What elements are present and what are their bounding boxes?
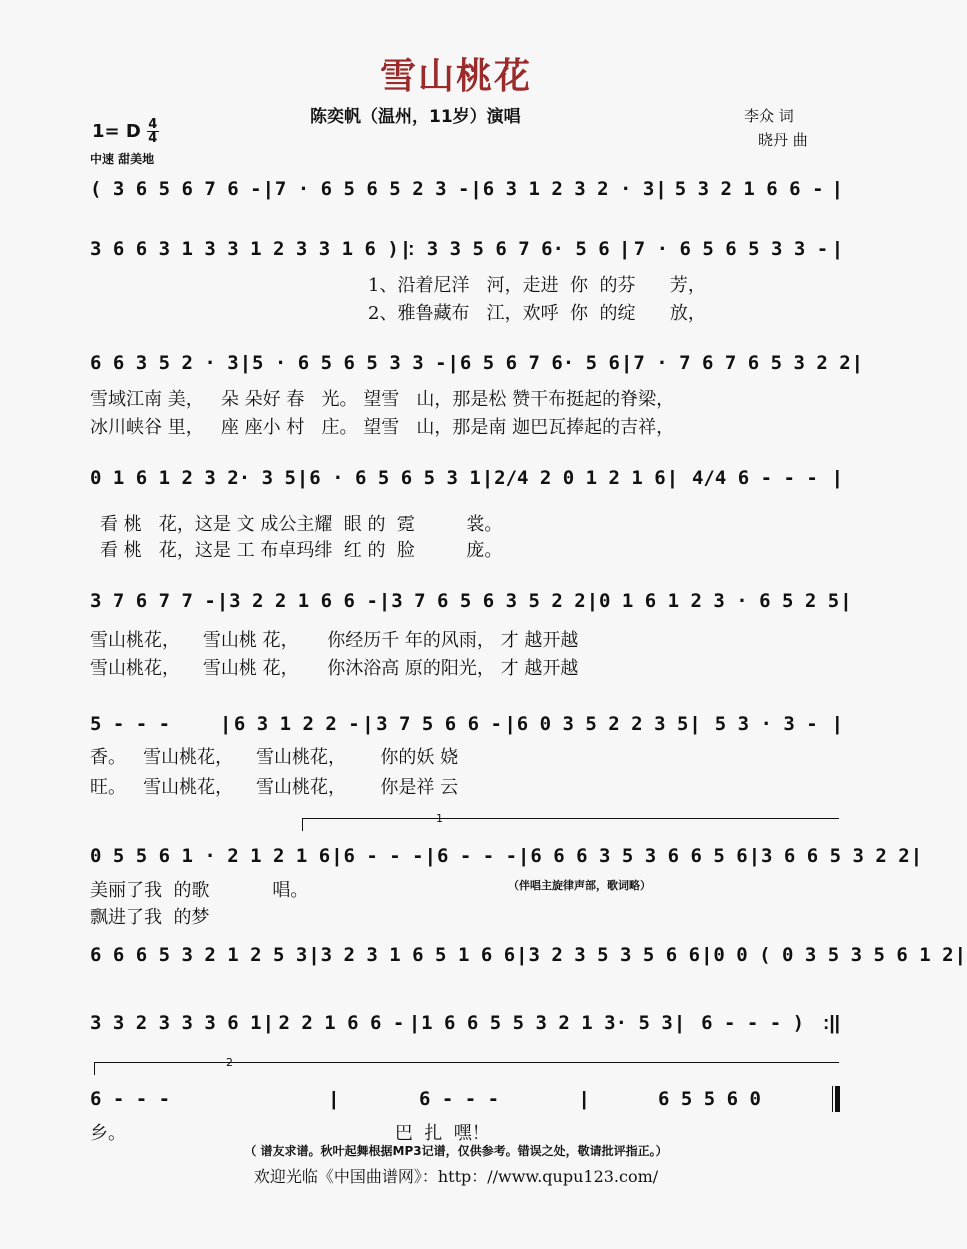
measure: 3 3 2 3 3 3 6 1 (90, 1012, 262, 1034)
final-barline (832, 1086, 840, 1112)
measure: 3 7 6 5 6 3 5 2 2 (391, 590, 586, 612)
site-footer: 欢迎光临《中国曲谱网》：http：//www.qupu123.com/ (253, 1167, 659, 1186)
measure: 2 2 1 6 6 - (278, 1012, 405, 1034)
measure: 6 · 6 5 6 5 3 1 (309, 467, 481, 489)
lyric-line: 1、沿着尼洋 河，走进 你 的芬 芳， (368, 275, 706, 296)
measure: 6 - - - (436, 845, 518, 867)
notation-row: 6 - - - | 6 - - - | 6 5 5 6 0 (90, 1088, 828, 1111)
measure: 6 6 6 3 5 3 6 6 5 6 (530, 845, 748, 867)
measure: 0 1 6 1 2 3 · 6 5 2 5 (599, 590, 840, 612)
lyricist-credit: 李众 词 (744, 107, 794, 125)
measure: 0 1 6 1 2 3 2· 3 5 (90, 467, 296, 489)
time-bottom: 4 (148, 131, 158, 146)
measure: 6 6 6 5 3 2 1 2 5 3 (90, 944, 308, 966)
measure: 0 0 ( 0 3 5 3 5 6 1 2 (713, 944, 954, 966)
measure: 0 5 5 6 1 · 2 1 2 1 6 (90, 845, 331, 867)
notation-row: 6 6 6 5 3 2 1 2 5 3 | 3 2 3 1 6 5 1 6 6 | 3 2 3 5 3 5 6 6 | 0 0 ( 0 3 5 3 5 6 1 2 | (90, 944, 963, 966)
tempo-marking: 中速 甜美地 (90, 152, 155, 166)
key-signature (92, 118, 159, 145)
measure: 3 2 3 5 3 5 6 6 (528, 944, 701, 966)
lyric-line: 雪山桃花， 雪山桃 花， 你经历千 年的风雨， 才 越开越 (90, 630, 579, 651)
measure: 6 - - - ) (701, 1012, 805, 1034)
lyric-line: 2、雅鲁藏布 江，欢呼 你 的绽 放， (368, 303, 706, 324)
composer-credit: 晓丹 曲 (758, 131, 808, 149)
second-ending-label: 2 (226, 1056, 233, 1069)
measure: 3 2 2 1 6 6 - (229, 590, 378, 612)
transcription-note: （ 谱友求谱。秋叶起舞根据MP3记谱，仅供参考。错误之处，敬请批评指正。） (244, 1144, 668, 1158)
measure: 5 · 6 5 6 5 3 3 - (252, 352, 447, 374)
lyric-line: 冰川峡谷 里， 座 座小 村 庄。 望雪 山，那是南 迦巴瓦捧起的吉祥， (90, 417, 675, 438)
lyric-line: 看 桃 花，这是 工 布卓玛绯 红 的 脸 庞。 (100, 540, 503, 561)
measure: 7 · 7 6 7 6 5 3 2 2 (633, 352, 851, 374)
first-ending-label: 1 (436, 812, 443, 825)
notation-row: 3 7 6 7 7 - | 3 2 2 1 6 6 - | 3 7 6 5 6 3 5 2 2 | 0 1 6 1 2 3 · 6 5 2 5 | (90, 590, 849, 612)
notation-row: 0 5 5 6 1 · 2 1 2 1 6 | 6 - - - | 6 - - - | 6 6 6 3 5 3 6 6 5 6 | 3 6 6 5 3 2 2 | (90, 845, 920, 867)
song-title: 雪山桃花 (379, 56, 532, 97)
lyric-line: 美丽了我 的歌 唱。 (90, 880, 309, 901)
measure: 3 7 5 6 6 - (376, 713, 502, 735)
notation-row: ( 3 6 5 6 7 6 - | 7 · 6 5 6 5 2 3 - | 6 3 1 2 3 2 · 3 | 5 3 2 1 6 6 - | (90, 178, 840, 200)
lyric-line: 香。 雪山桃花， 雪山桃花， 你的妖 娆 (90, 747, 459, 768)
measure: 5 3 · 3 - (714, 713, 818, 735)
measure: ( 3 6 5 6 7 6 - (90, 178, 262, 200)
measure: 6 - - - (418, 1088, 500, 1110)
measure: 7 · 6 5 6 5 2 3 - (274, 178, 470, 200)
lyric-line: 旺。 雪山桃花， 雪山桃花， 你是祥 云 (90, 777, 459, 798)
measure: 4/4 6 - - - (691, 467, 818, 489)
measure: 6 5 6 7 6· 5 6 (459, 352, 620, 374)
measure: 2/4 2 0 1 2 1 6 (494, 467, 666, 489)
second-ending-bracket (94, 1062, 839, 1075)
measure: 3 2 3 1 6 5 1 6 6 (320, 944, 516, 966)
lyric-line: 飘进了我 的梦 (90, 907, 210, 928)
notation-row: 3 6 6 3 1 3 3 1 2 3 3 1 6 ) |: 3 3 5 6 7 6· 5 6 | 7 · 6 5 6 5 3 3 - | (90, 238, 841, 260)
notation-row: 0 1 6 1 2 3 2· 3 5 | 6 · 6 5 6 5 3 1 | 2/4 2 0 1 2 1 6 | 4/4 6 - - - | (90, 467, 840, 489)
accompaniment-note: （伴唱主旋律声部，歌词略） (508, 879, 651, 892)
measure: 3 7 6 7 7 - (90, 590, 216, 612)
lyric-line: 乡。 巴 扎 嘿！ (90, 1123, 490, 1144)
lyric-line: 雪域江南 美， 朵 朵好 春 光。 望雪 山，那是松 赞干布挺起的脊梁， (90, 389, 675, 410)
measure: 7 · 6 5 6 5 3 3 - (633, 238, 829, 260)
measure: 6 5 5 6 0 (657, 1088, 761, 1110)
notation-row: 3 3 2 3 3 3 6 1 | 2 2 1 6 6 - | 1 6 6 5 5 3 2 1 3· 5 3 | 6 - - - ) :|| (90, 1012, 840, 1034)
time-signature (147, 118, 159, 145)
measure: 3 3 5 6 7 6· 5 6 (426, 238, 610, 260)
measure: 6 - - - (343, 845, 424, 867)
measure: 6 - - - (90, 1088, 171, 1110)
notation-row: 6 6 3 5 2 · 3 | 5 · 6 5 6 5 3 3 - | 6 5 6 7 6· 5 6 | 7 · 7 6 7 6 5 3 2 2 | (90, 352, 860, 374)
measure: 3 6 6 3 1 3 3 1 2 3 3 1 6 ) (90, 238, 399, 260)
measure: 6 3 1 2 3 2 · 3 (482, 178, 655, 200)
measure: 6 0 3 5 2 2 3 5 (516, 713, 689, 735)
lyric-line: 雪山桃花， 雪山桃 花， 你沐浴高 原的阳光， 才 越开越 (90, 658, 579, 679)
key-label: 1= D (92, 121, 141, 142)
measure: 5 3 2 1 6 6 - (674, 178, 824, 200)
measure: 6 3 1 2 2 - (233, 713, 360, 735)
lyric-line: 看 桃 花，这是 文 成公主耀 眼 的 霓 裳。 (100, 514, 503, 535)
first-ending-bracket (302, 818, 839, 831)
notation-row: 5 - - - | 6 3 1 2 2 - | 3 7 5 6 6 - | 6 0 3 5 2 2 3 5 | 5 3 · 3 - | (90, 713, 840, 735)
measure: 5 - - - (90, 713, 171, 735)
singer-credit: 陈奕帆（温州，11岁）演唱 (310, 107, 521, 127)
time-top: 4 (148, 117, 158, 132)
measure: 6 6 3 5 2 · 3 (90, 352, 239, 374)
measure: 1 6 6 5 5 3 2 1 3· 5 3 (421, 1012, 673, 1034)
measure: 3 6 6 5 3 2 2 (761, 845, 910, 867)
